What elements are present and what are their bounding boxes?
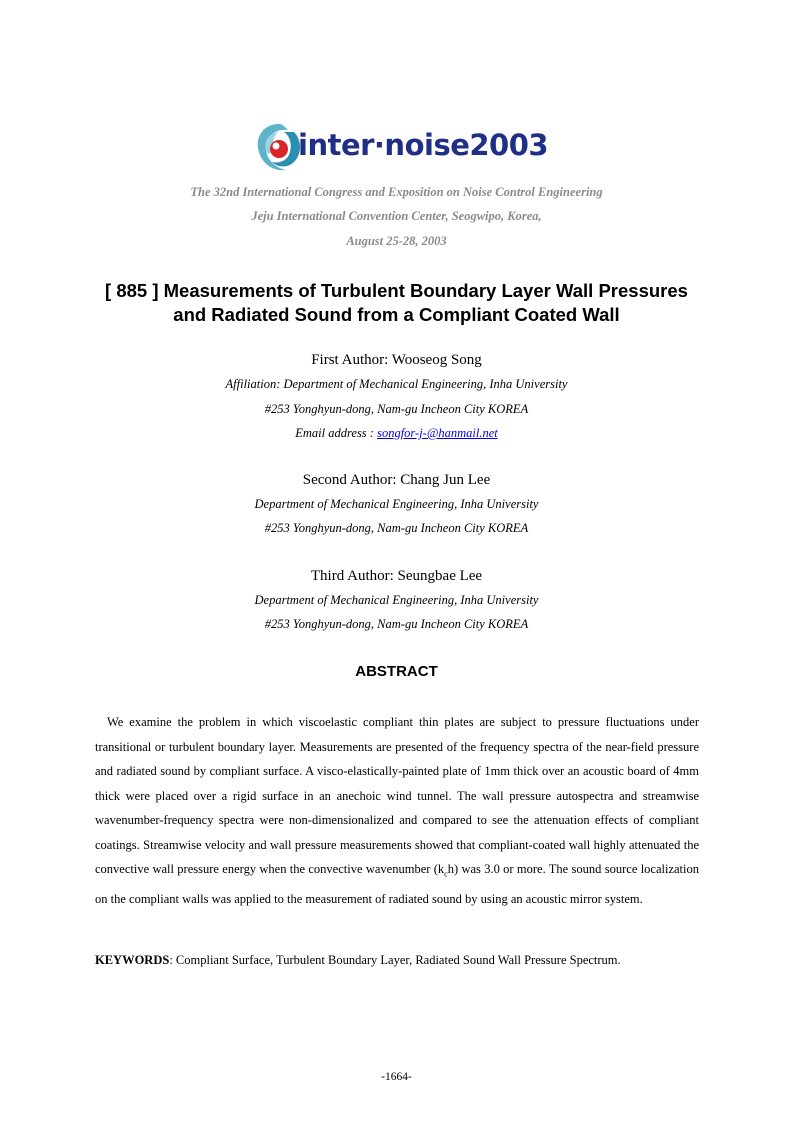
date-line: August 25-28, 2003 [346,234,447,248]
third-author-affiliation: Department of Mechanical Engineering, Inha University [254,593,539,607]
second-author: Second Author: Chang Jun Lee [302,472,491,488]
page-number: -1664- [381,1071,412,1083]
venue-line: Jeju International Convention Center, Seogwipo, Korea, [251,209,542,223]
second-author-address: #253 Yonghyun-dong, Nam-gu Incheon City KOREA [264,521,529,535]
first-author-email-line [0,426,793,441]
paper-title [0,279,793,327]
abstract-body [95,710,699,912]
abstract-text-part1: We examine the problem in which viscoelastic compliant thin plates are subject to pressure fluctuations under transitional or turbulent boundary layer. Measurements are presented of the frequency spectra of the near-field pressure and radiated sound by compliant surface. A visco-elastically-painted plate of 1mm thick over an acoustic board of 4mm thick were placed over a rigid surface in an anechoic wind tunnel. The wall pressure autospectra and streamwise wavenumber-frequency spectra were non-dimensionalized and compared to see the attenuation effects of compliant coatings. Streamwise velocity and wall pressure measurements showed that compliant-coated wall highly attenuated the convective wall pressure energy when the convective wavenumber (k [95,715,699,876]
keywords-text: : Compliant Surface, Turbulent Boundary Layer, Radiated Sound Wall Pressure Spectrum. [169,953,621,967]
title-line-2: and Radiated Sound from a Compliant Coated Wall [173,304,620,325]
first-author-affiliation: Affiliation: Department of Mechanical Engineering, Inha University [225,377,568,391]
abstract-heading: ABSTRACT [355,663,438,680]
logo-text: inter·noise2003 [298,128,549,162]
keywords-label: KEYWORDS [95,953,170,967]
conference-logo [254,120,549,176]
first-author: First Author: Wooseog Song [311,352,482,368]
keywords-line [95,953,621,968]
third-author: Third Author: Seungbae Lee [310,568,483,584]
email-label: Email address : [295,426,378,440]
conference-line: The 32nd International Congress and Exposition on Noise Control Engineering [190,185,603,199]
email-link[interactable]: songfor-j-@hanmail.net [377,426,498,440]
first-author-address: #253 Yonghyun-dong, Nam-gu Incheon City KOREA [264,402,529,416]
third-author-address: #253 Yonghyun-dong, Nam-gu Incheon City KOREA [264,617,529,631]
swirl-logo-icon [254,120,304,176]
title-line-1: [ 885 ] Measurements of Turbulent Boundary Layer Wall Pressures [105,280,688,301]
abstract-subscript: c [444,869,448,879]
second-author-affiliation: Department of Mechanical Engineering, Inha University [254,497,539,511]
abstract-text-part2: h) was 3.0 or more. The sound source localization on the compliant walls was applied to the measurement of radiated sound by using an acoustic mirror system. [95,862,699,906]
